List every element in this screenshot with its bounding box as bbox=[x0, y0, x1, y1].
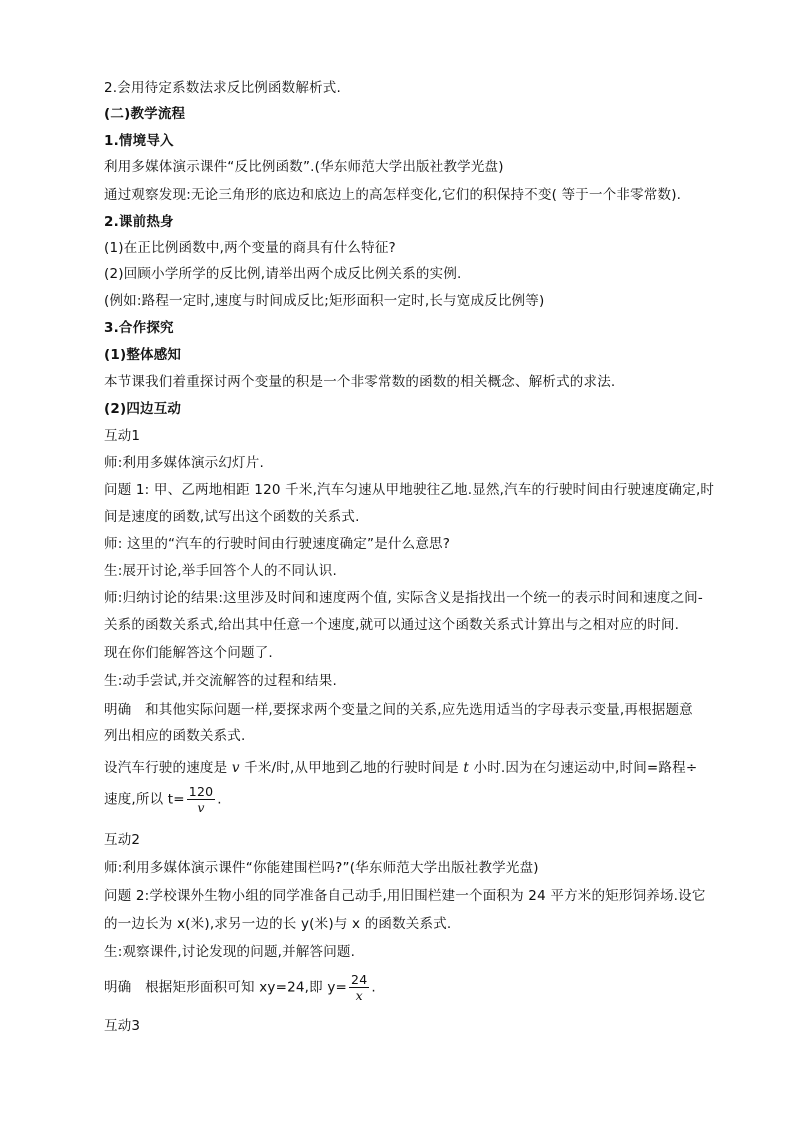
variable-v: v bbox=[231, 760, 240, 776]
fraction-denominator: x bbox=[355, 988, 363, 1003]
text-line: 互动1 bbox=[104, 428, 141, 444]
subsection-heading: 1.情境导入 bbox=[104, 133, 174, 149]
text-segment: 速度,所以 t= bbox=[104, 791, 185, 808]
text-line: 列出相应的函数关系式. bbox=[104, 728, 246, 744]
text-segment: 千米/时,从甲地到乙地的行驶时间是 bbox=[244, 760, 459, 776]
formula-line bbox=[104, 784, 222, 815]
text-line: 生:观察课件,讨论发现的问题,并解答问题. bbox=[104, 944, 356, 960]
variable-t: t bbox=[463, 760, 470, 776]
text-line: 明确 和其他实际问题一样,要探求两个变量之间的关系,应先选用适当的字母表示变量,再根据题意 bbox=[104, 702, 693, 718]
text-line: 互动2 bbox=[104, 832, 141, 848]
text-segment: . bbox=[371, 979, 376, 996]
text-line: 互动3 bbox=[104, 1018, 141, 1034]
text-line: 间是速度的函数,试写出这个函数的关系式. bbox=[104, 509, 360, 525]
text-line: 的一边长为 x(米),求另一边的长 y(米)与 x 的函数关系式. bbox=[104, 916, 452, 932]
text-line: 师: 这里的“汽车的行驶时间由行驶速度确定”是什么意思? bbox=[104, 536, 451, 552]
text-segment: 设汽车行驶的速度是 bbox=[104, 760, 228, 776]
text-line: 现在你们能解答这个问题了. bbox=[104, 645, 273, 661]
text-line: 生:动手尝试,并交流解答的过程和结果. bbox=[104, 673, 337, 689]
text-line: 生:展开讨论,举手回答个人的不同认识. bbox=[104, 563, 337, 579]
text-segment: 明确 根据矩形面积可知 xy=24,即 y= bbox=[104, 979, 348, 996]
fraction-denominator: v bbox=[197, 800, 205, 815]
fraction-numerator: 120 bbox=[188, 784, 214, 799]
fraction-120-over-v bbox=[187, 784, 215, 815]
text-line: 通过观察发现:无论三角形的底边和底边上的高怎样变化,它们的积保持不变( 等于一个非零常数). bbox=[104, 187, 682, 203]
text-line: 师:利用多媒体演示幻灯片. bbox=[104, 455, 264, 471]
text-segment: 小时.因为在匀速运动中,时间=路程÷ bbox=[473, 760, 698, 776]
text-line: 关系的函数关系式,给出其中任意一个速度,就可以通过这个函数关系式计算出与之相对应的时间. bbox=[104, 617, 680, 633]
text-line: 问题 1: 甲、乙两地相距 120 千米,汽车匀速从甲地驶往乙地.显然,汽车的行驶时间由行驶速度确定,时 bbox=[104, 482, 715, 498]
subsection-heading: 3.合作探究 bbox=[104, 320, 174, 336]
fraction-numerator: 24 bbox=[351, 972, 368, 987]
text-segment: . bbox=[217, 791, 222, 808]
fraction-24-over-x bbox=[349, 972, 369, 1003]
subsection-heading: 2.课前热身 bbox=[104, 214, 174, 230]
text-line bbox=[104, 758, 697, 778]
text-line: 本节课我们着重探讨两个变量的积是一个非零常数的函数的相关概念、解析式的求法. bbox=[104, 374, 616, 390]
formula-line bbox=[104, 972, 376, 1003]
text-line: (例如:路程一定时,速度与时间成反比;矩形面积一定时,长与宽成反比例等) bbox=[104, 293, 545, 309]
text-line: 2.会用待定系数法求反比例函数解析式. bbox=[104, 80, 341, 96]
text-line: 师:归纳讨论的结果:这里涉及时间和速度两个值, 实际含义是指找出一个统一的表示时间和速度之间- bbox=[104, 590, 703, 606]
text-line: 师:利用多媒体演示课件“你能建围栏吗?”(华东师范大学出版社教学光盘) bbox=[104, 860, 539, 876]
text-line: (1)在正比例函数中,两个变量的商具有什么特征? bbox=[104, 240, 396, 256]
subsection-heading: (2)四边互动 bbox=[104, 401, 182, 417]
section-heading: (二)教学流程 bbox=[104, 106, 186, 122]
text-line: (2)回顾小学所学的反比例,请举出两个成反比例关系的实例. bbox=[104, 266, 462, 282]
text-line: 问题 2:学校课外生物小组的同学准备自己动手,用旧围栏建一个面积为 24 平方米的矩形饲养场.设它 bbox=[104, 888, 706, 904]
subsection-heading: (1)整体感知 bbox=[104, 347, 182, 363]
text-line: 利用多媒体演示课件“反比例函数”.(华东师范大学出版社教学光盘) bbox=[104, 159, 504, 175]
